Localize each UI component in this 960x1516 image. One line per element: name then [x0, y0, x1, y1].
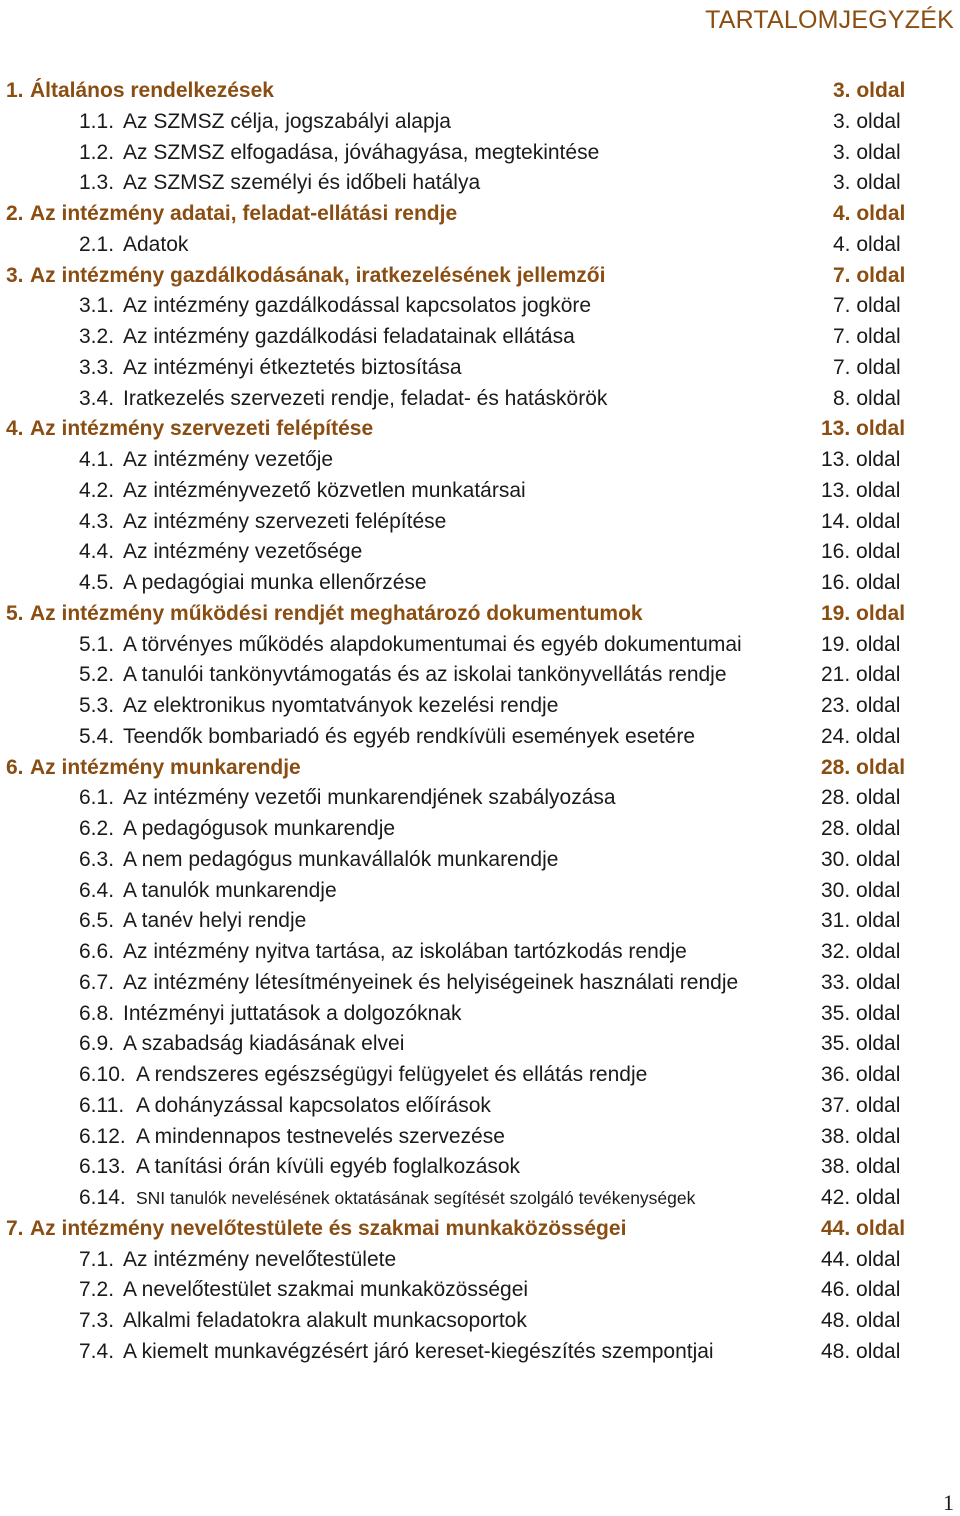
toc-section[interactable] — [0, 968, 960, 999]
toc-entry-number: 5. — [6, 601, 24, 625]
toc-entry-title: A tanulói tankönyvtámogatás és az iskolai tankönyvellátás rendje — [123, 663, 727, 687]
toc-entry-page: 28. oldal — [821, 786, 901, 810]
toc-entry-title: Intézményi juttatások a dolgozóknak — [123, 1001, 462, 1025]
toc-entry-number: 6.2. — [79, 817, 115, 840]
toc-entry-title: Az intézmény működési rendjét meghatározó dokumentumok — [30, 601, 643, 625]
toc-entry-page: 19. oldal — [821, 632, 901, 656]
toc-entry-title: A tanév helyi rendje — [123, 909, 307, 933]
page-number: 1 — [943, 1490, 954, 1515]
toc-entry-number: 6. — [6, 755, 24, 779]
toc-section[interactable] — [0, 291, 960, 322]
toc-entry-title: Az intézmény vezetői munkarendjének szabályozása — [123, 786, 616, 810]
toc-entry-number: 5.1. — [79, 632, 115, 656]
toc-entry-number: 3.2. — [79, 325, 115, 348]
toc-entry-page: 46. oldal — [821, 1278, 901, 1302]
toc-entry-number: 2. — [6, 202, 24, 225]
toc-entry-number: 5.3. — [79, 694, 115, 717]
toc-entry-page: 33. oldal — [821, 970, 901, 994]
toc-section[interactable] — [0, 1183, 960, 1214]
toc-entry-number: 4.1. — [79, 448, 115, 471]
toc-entry-page: 4. oldal — [833, 202, 906, 225]
toc-entry-page: 31. oldal — [821, 909, 901, 933]
toc-entry-page: 3. oldal — [833, 79, 906, 102]
toc-section[interactable] — [0, 507, 960, 538]
toc-entry-number: 6.14. — [79, 1186, 126, 1209]
toc-entry-number: 3. — [6, 263, 24, 287]
toc-entry-number: 4.4. — [79, 540, 115, 564]
toc-entry-number: 7.1. — [79, 1247, 115, 1271]
toc-section[interactable] — [0, 384, 960, 415]
toc-chapter[interactable] — [0, 753, 960, 784]
toc-entry-title: Az intézmény gazdálkodásának, iratkezelésének jellemzői — [30, 263, 606, 287]
toc-section[interactable] — [0, 999, 960, 1030]
toc-entry-page: 24. oldal — [821, 724, 901, 748]
toc-entry-title: Az intézmény gazdálkodási feladatainak ellátása — [123, 325, 575, 348]
toc-entry-title: A nem pedagógus munkavállalók munkarendje — [123, 847, 559, 871]
toc-entry-page: 13. oldal — [821, 478, 901, 502]
toc-entry-title: Az intézményi étkeztetés biztosítása — [123, 355, 462, 379]
toc-section[interactable] — [0, 845, 960, 876]
toc-entry-title: SNI tanulók nevelésének oktatásának segítését szolgáló tevékenységek — [136, 1188, 696, 1208]
toc-chapter[interactable] — [0, 76, 960, 107]
toc-section[interactable] — [0, 1122, 960, 1153]
toc-entry-page: 36. oldal — [821, 1063, 901, 1086]
toc-entry-title: Az intézmény vezetője — [123, 448, 334, 471]
toc-section[interactable] — [0, 168, 960, 199]
toc-entry-page: 16. oldal — [821, 540, 901, 564]
toc-entry-page: 7. oldal — [833, 325, 901, 348]
toc-entry-title: Az intézményvezető közvetlen munkatársai — [123, 478, 526, 502]
toc-entry-page: 7. oldal — [833, 294, 901, 318]
toc-entry-number: 1.1. — [79, 109, 115, 133]
table-of-contents — [0, 76, 960, 1368]
toc-entry-number: 3.1. — [79, 294, 115, 318]
toc-section[interactable] — [0, 814, 960, 845]
toc-entry-number: 2.1. — [79, 232, 115, 256]
toc-section[interactable] — [0, 537, 960, 568]
toc-section[interactable] — [0, 445, 960, 476]
toc-entry-title: Alkalmi feladatokra alakult munkacsoportok — [123, 1309, 527, 1332]
toc-entry-page: 48. oldal — [821, 1339, 901, 1363]
toc-section[interactable] — [0, 1337, 960, 1368]
toc-entry-title: A rendszeres egészségügyi felügyelet és ellátás rendje — [136, 1063, 648, 1086]
toc-entry-page: 38. oldal — [821, 1124, 901, 1148]
toc-entry-page: 30. oldal — [821, 878, 901, 902]
toc-entry-number: 7.3. — [79, 1309, 115, 1332]
toc-entry-title: Általános rendelkezések — [30, 79, 274, 102]
toc-entry-number: 1. — [6, 79, 24, 102]
toc-section[interactable] — [0, 1306, 960, 1337]
page-title: TARTALOMJEGYZÉK — [705, 6, 954, 34]
toc-entry-title: Az SZMSZ személyi és időbeli hatálya — [123, 171, 481, 195]
toc-entry-number: 4.2. — [79, 478, 115, 502]
toc-section[interactable] — [0, 937, 960, 968]
toc-section[interactable] — [0, 1245, 960, 1276]
toc-entry-title: A pedagógiai munka ellenőrzése — [123, 571, 427, 594]
toc-entry-number: 6.9. — [79, 1032, 115, 1056]
toc-entry-title: Adatok — [123, 232, 189, 256]
toc-section[interactable] — [0, 783, 960, 814]
toc-entry-title: Az intézmény adatai, feladat-ellátási rendje — [30, 202, 458, 225]
toc-entry-number: 6.8. — [79, 1001, 115, 1025]
toc-entry-page: 23. oldal — [821, 694, 901, 717]
toc-section[interactable] — [0, 1152, 960, 1183]
toc-entry-number: 6.13. — [79, 1155, 126, 1179]
toc-entry-number: 7.2. — [79, 1278, 115, 1302]
toc-entry-page: 42. oldal — [821, 1186, 901, 1209]
toc-entry-page: 21. oldal — [821, 663, 901, 687]
toc-entry-page: 13. oldal — [821, 448, 901, 471]
toc-entry-title: A pedagógusok munkarendje — [123, 817, 396, 840]
toc-entry-page: 44. oldal — [821, 1216, 906, 1240]
toc-section[interactable] — [0, 230, 960, 261]
toc-entry-title: Az intézmény szervezeti felépítése — [30, 417, 374, 441]
toc-entry-page: 4. oldal — [833, 232, 901, 256]
toc-entry-title: Az elektronikus nyomtatványok kezelési rendje — [123, 694, 559, 717]
toc-entry-page: 7. oldal — [833, 355, 901, 379]
toc-entry-page: 35. oldal — [821, 1032, 901, 1056]
toc-entry-title: Az SZMSZ célja, jogszabályi alapja — [123, 109, 451, 133]
toc-entry-number: 6.11. — [79, 1093, 125, 1117]
toc-section[interactable] — [0, 691, 960, 722]
toc-entry-page: 28. oldal — [821, 755, 906, 779]
toc-entry-number: 6.4. — [79, 878, 115, 902]
toc-entry-number: 5.2. — [79, 663, 115, 687]
toc-entry-title: Iratkezelés szervezeti rendje, feladat- és hatáskörök — [123, 386, 608, 410]
toc-entry-title: A nevelőtestület szakmai munkaközösségei — [123, 1278, 529, 1302]
toc-section[interactable] — [0, 138, 960, 169]
toc-entry-title: A szabadság kiadásának elvei — [123, 1032, 405, 1056]
toc-section[interactable] — [0, 568, 960, 599]
toc-entry-number: 6.7. — [79, 970, 115, 994]
toc-entry-page: 19. oldal — [821, 601, 906, 625]
toc-entry-page: 3. oldal — [833, 140, 901, 164]
toc-entry-number: 7.4. — [79, 1339, 115, 1363]
toc-section[interactable] — [0, 1060, 960, 1091]
toc-entry-title: A tanítási órán kívüli egyéb foglalkozások — [136, 1155, 521, 1179]
toc-entry-title: Az intézmény vezetősége — [123, 540, 363, 564]
toc-section[interactable] — [0, 630, 960, 661]
toc-section[interactable] — [0, 1275, 960, 1306]
toc-section[interactable] — [0, 322, 960, 353]
toc-entry-title: A mindennapos testnevelés szervezése — [136, 1124, 505, 1148]
toc-chapter[interactable] — [0, 199, 960, 230]
toc-entry-title: Az intézmény nyitva tartása, az iskolában tartózkodás rendje — [123, 940, 687, 963]
toc-section[interactable] — [0, 476, 960, 507]
toc-entry-title: Az intézmény munkarendje — [30, 755, 301, 779]
toc-chapter[interactable] — [0, 1214, 960, 1245]
toc-entry-title: A kiemelt munkavégzésért járó kereset-kiegészítés szempontjai — [123, 1339, 714, 1363]
toc-entry-page: 7. oldal — [833, 263, 906, 287]
toc-entry-number: 3.4. — [79, 386, 115, 410]
toc-entry-page: 3. oldal — [833, 109, 901, 133]
toc-entry-title: Teendők bombariadó és egyéb rendkívüli események esetére — [123, 724, 696, 748]
toc-entry-title: Az intézmény nevelőtestülete — [123, 1247, 397, 1271]
toc-entry-number: 7. — [6, 1216, 24, 1240]
toc-section[interactable] — [0, 876, 960, 907]
toc-entry-title: A dohányzással kapcsolatos előírások — [136, 1093, 491, 1117]
toc-section[interactable] — [0, 722, 960, 753]
toc-chapter[interactable] — [0, 414, 960, 445]
toc-entry-page: 13. oldal — [821, 417, 906, 441]
toc-entry-page: 32. oldal — [821, 940, 901, 963]
toc-chapter[interactable] — [0, 599, 960, 630]
toc-entry-title: Az intézmény létesítményeinek és helyiségeinek használati rendje — [123, 970, 739, 994]
toc-entry-page: 28. oldal — [821, 817, 901, 840]
toc-entry-number: 6.3. — [79, 847, 115, 871]
toc-entry-number: 6.12. — [79, 1124, 126, 1148]
toc-entry-number: 6.5. — [79, 909, 115, 933]
toc-entry-number: 4.3. — [79, 509, 115, 533]
toc-entry-number: 3.3. — [79, 355, 115, 379]
toc-section[interactable] — [0, 660, 960, 691]
toc-entry-number: 1.3. — [79, 171, 115, 195]
toc-section[interactable] — [0, 353, 960, 384]
toc-entry-title: A törvényes működés alapdokumentumai és egyéb dokumentumai — [123, 632, 742, 656]
toc-section[interactable] — [0, 107, 960, 138]
toc-section[interactable] — [0, 1091, 960, 1122]
toc-entry-page: 44. oldal — [821, 1247, 901, 1271]
toc-entry-number: 6.6. — [79, 940, 115, 963]
toc-entry-number: 6.10. — [79, 1063, 126, 1086]
toc-entry-number: 6.1. — [79, 786, 115, 810]
toc-entry-page: 16. oldal — [821, 571, 901, 594]
toc-entry-number: 1.2. — [79, 140, 115, 164]
toc-section[interactable] — [0, 1029, 960, 1060]
toc-entry-number: 4.5. — [79, 571, 115, 594]
toc-entry-number: 5.4. — [79, 724, 115, 748]
toc-chapter[interactable] — [0, 261, 960, 292]
toc-entry-title: Az intézmény nevelőtestülete és szakmai munkaközösségei — [30, 1216, 627, 1240]
toc-entry-page: 30. oldal — [821, 847, 901, 871]
toc-entry-page: 14. oldal — [821, 509, 901, 533]
toc-entry-page: 38. oldal — [821, 1155, 901, 1179]
toc-entry-title: A tanulók munkarendje — [123, 878, 337, 902]
toc-entry-title: Az intézmény gazdálkodással kapcsolatos jogköre — [123, 294, 592, 318]
toc-entry-number: 4. — [6, 417, 24, 441]
toc-entry-title: Az intézmény szervezeti felépítése — [123, 509, 447, 533]
toc-entry-page: 8. oldal — [833, 386, 901, 410]
toc-section[interactable] — [0, 906, 960, 937]
toc-entry-page: 48. oldal — [821, 1309, 901, 1332]
toc-entry-title: Az SZMSZ elfogadása, jóváhagyása, megtekintése — [123, 140, 600, 164]
toc-entry-page: 35. oldal — [821, 1001, 901, 1025]
toc-entry-page: 37. oldal — [821, 1093, 901, 1117]
toc-entry-page: 3. oldal — [833, 171, 901, 195]
